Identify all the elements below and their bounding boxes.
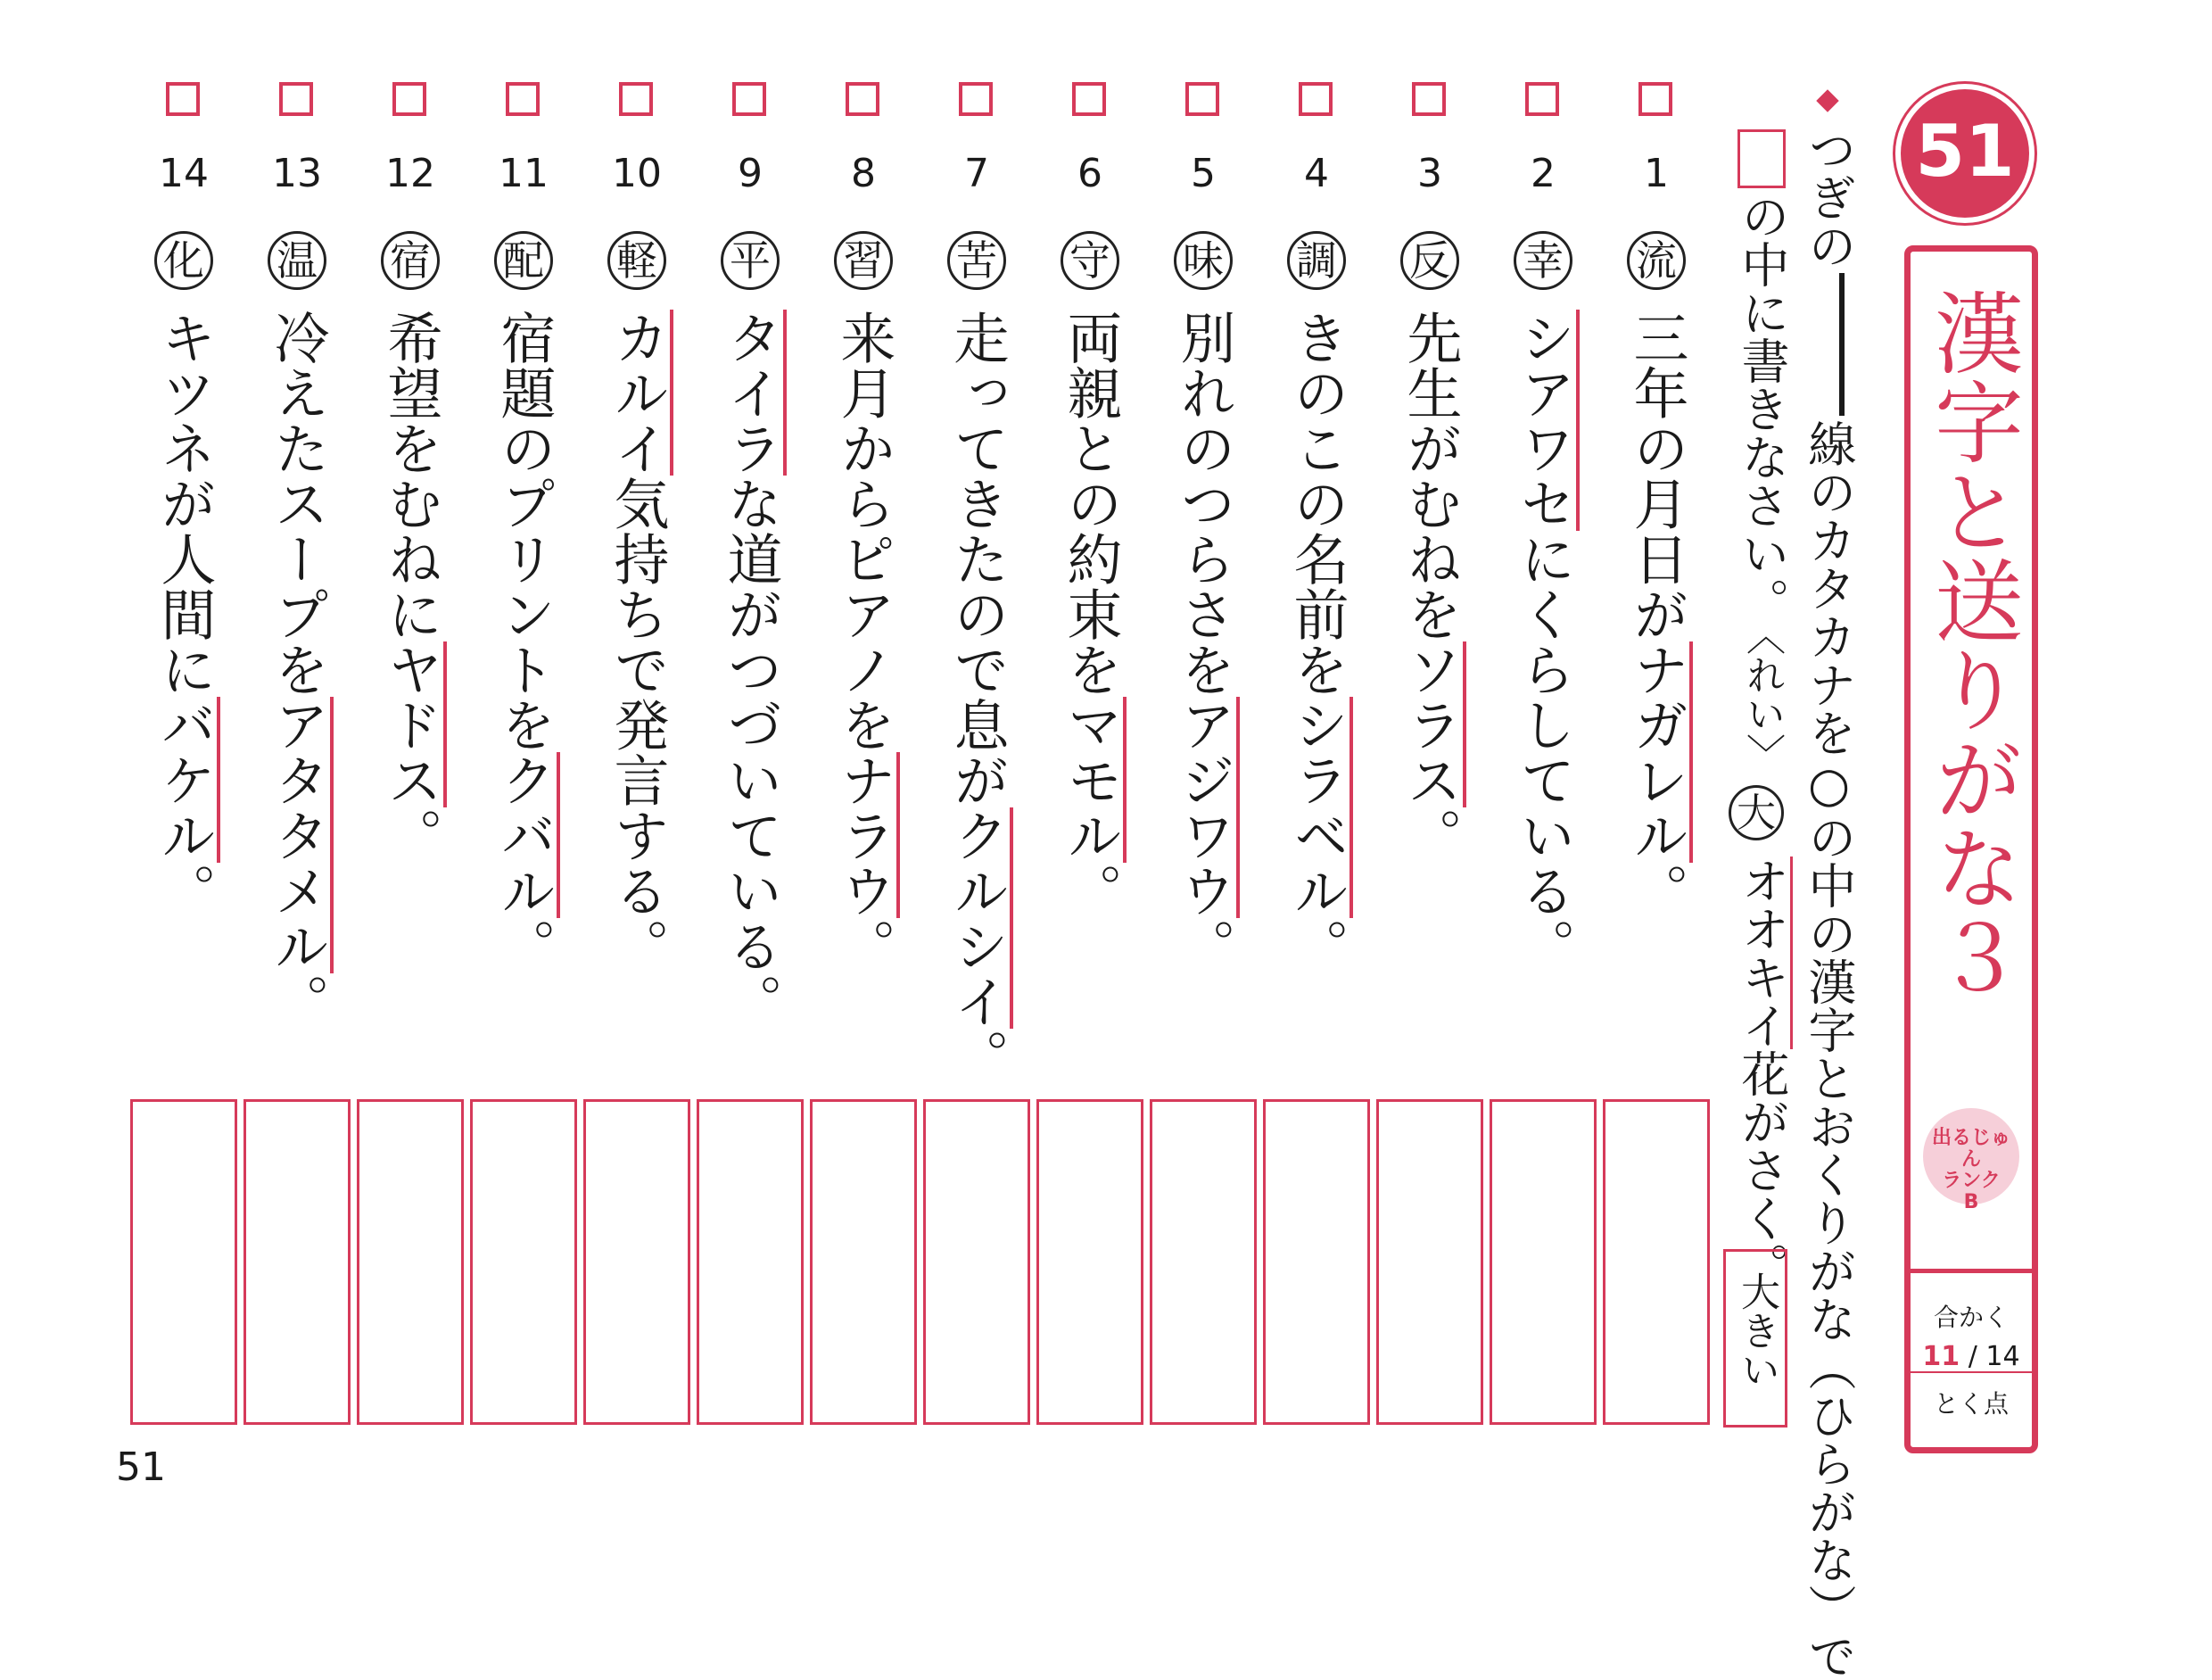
sentence-after: 。	[831, 918, 896, 973]
question-sentence	[1507, 310, 1579, 973]
circled-kanji: 調	[1287, 231, 1346, 290]
question-number: 13	[272, 151, 322, 196]
sentence-before: 別れのつらさを	[1171, 310, 1236, 697]
question-number: 6	[1077, 151, 1102, 196]
underlined-katakana: クルシイ	[945, 807, 1013, 1029]
question-number: 3	[1417, 151, 1442, 196]
example-underlined: オオキイ	[1734, 857, 1793, 1049]
circled-kanji: 配	[494, 231, 553, 290]
check-box[interactable]	[959, 82, 993, 116]
underlined-katakana: アジワウ	[1171, 697, 1240, 918]
check-box[interactable]	[1638, 82, 1672, 116]
sentence-after: 。	[265, 973, 330, 1029]
question-number: 10	[612, 151, 662, 196]
question-10	[599, 82, 674, 973]
page-title: 漢字と送りがな３	[1919, 287, 2024, 1001]
rank-line-2: ランク	[1942, 1170, 2001, 1192]
circled-kanji: 味	[1174, 231, 1233, 290]
sentence-before: 宿題のプリントを	[491, 310, 557, 752]
circled-kanji: 化	[154, 231, 213, 290]
answer-box-9[interactable]	[697, 1099, 804, 1425]
question-sentence	[1054, 310, 1126, 918]
check-box[interactable]	[1525, 82, 1559, 116]
answer-box-7[interactable]	[923, 1099, 1030, 1425]
question-number: 11	[499, 151, 549, 196]
circled-kanji: 流	[1627, 231, 1686, 290]
example-kanji: 大	[1729, 785, 1784, 840]
question-sentence	[1281, 310, 1352, 973]
title-frame	[1904, 245, 2038, 1453]
check-box[interactable]	[392, 82, 426, 116]
instruction-part1: つぎの	[1801, 125, 1857, 269]
pass-got: 11	[1922, 1341, 1960, 1372]
example-answer-box: 大きい	[1723, 1249, 1787, 1428]
pass-separator: /	[1968, 1341, 1977, 1372]
underlined-katakana: ソラス	[1398, 641, 1466, 807]
rank-line-1: 出るじゅん	[1931, 1127, 2010, 1171]
instruction-line-1	[1793, 125, 1864, 1680]
circled-kanji: 習	[834, 231, 893, 290]
question-number: 9	[738, 151, 763, 196]
answer-box-6[interactable]	[1036, 1099, 1143, 1425]
question-9	[713, 82, 788, 1029]
pass-score	[1911, 1341, 2032, 1372]
answer-box-5[interactable]	[1150, 1099, 1257, 1425]
question-number: 4	[1304, 151, 1329, 196]
question-sentence	[1168, 310, 1239, 973]
question-number: 2	[1531, 151, 1556, 196]
underlined-katakana: ヤドス	[378, 641, 447, 807]
lesson-badge	[1901, 89, 2029, 218]
sentence-after: 。	[945, 1029, 1010, 1084]
sentence-before: 来月からピアノを	[831, 310, 896, 752]
sentence-after: 。	[1624, 863, 1689, 918]
question-3	[1392, 82, 1467, 885]
instruction-part3: の中に書きなさい。	[1734, 192, 1790, 625]
circled-kanji: 守	[1061, 231, 1119, 290]
question-sentence	[714, 310, 786, 1029]
question-sentence	[375, 310, 446, 863]
check-box[interactable]	[279, 82, 313, 116]
question-number: 5	[1191, 151, 1216, 196]
underlined-katakana: クバル	[491, 752, 560, 918]
question-7	[939, 82, 1014, 1084]
question-sentence	[261, 310, 333, 1029]
underlined-katakana: カルイ	[605, 310, 673, 476]
question-number: 1	[1644, 151, 1669, 196]
sentence-before: 先生がむねを	[1398, 310, 1463, 641]
sentence-after: な道がつづいている。	[718, 476, 783, 1029]
underline-mark	[1839, 273, 1845, 416]
answer-box-3[interactable]	[1376, 1099, 1483, 1425]
page-number: 51	[116, 1444, 166, 1490]
rank-line-3: B	[1963, 1191, 1979, 1213]
check-box[interactable]	[1072, 82, 1106, 116]
question-6	[1052, 82, 1127, 918]
example-rest: 花がさく。	[1734, 1049, 1790, 1290]
question-number: 7	[964, 151, 989, 196]
question-sentence	[148, 310, 219, 918]
question-sentence	[1621, 310, 1692, 918]
question-number: 8	[851, 151, 876, 196]
sentence-before: きのこの名前を	[1284, 310, 1349, 697]
pass-total: 14	[1985, 1341, 2020, 1372]
underlined-katakana: ナガレル	[1624, 641, 1693, 863]
rank-badge	[1923, 1108, 2019, 1213]
sentence-after: 。	[491, 918, 557, 973]
sentence-after: にくらしている。	[1511, 531, 1576, 973]
score-area	[1911, 1269, 2032, 1452]
answer-box-2[interactable]	[1490, 1099, 1597, 1425]
answer-box-4[interactable]	[1263, 1099, 1370, 1425]
answer-box-14[interactable]	[130, 1099, 237, 1425]
underlined-katakana: タイラ	[718, 310, 787, 476]
question-14	[146, 82, 221, 918]
sentence-before: キツネが人間に	[152, 310, 217, 697]
sentence-before: 冷えたスープを	[265, 310, 330, 697]
sentence-after: 。	[152, 863, 217, 918]
question-2	[1506, 82, 1581, 973]
sentence-before: 走ってきたので息が	[945, 310, 1010, 807]
pass-label: 合かく	[1933, 1303, 2009, 1332]
question-sentence	[1394, 310, 1465, 863]
sentence-after: 。	[378, 807, 443, 863]
lesson-number: 51	[1915, 110, 2015, 193]
diamond-bullet-icon	[1816, 89, 1838, 112]
circled-kanji: 温	[268, 231, 326, 290]
sentence-after: 。	[1284, 918, 1349, 973]
circled-kanji: 苦	[947, 231, 1006, 290]
check-box[interactable]	[619, 82, 653, 116]
sentence-before: 両親との約束を	[1058, 310, 1123, 697]
instruction-line-2	[1726, 129, 1797, 625]
underlined-katakana: シラベル	[1284, 697, 1353, 918]
question-sentence	[828, 310, 899, 973]
question-11	[486, 82, 561, 973]
question-4	[1279, 82, 1354, 973]
check-box[interactable]	[1299, 82, 1333, 116]
score-divider	[1911, 1371, 2032, 1373]
answer-box-8[interactable]	[810, 1099, 917, 1425]
underlined-katakana: ナラウ	[831, 752, 900, 918]
title-panel	[1886, 89, 2047, 1441]
circled-kanji: 宿	[381, 231, 440, 290]
answer-box-mark	[1737, 129, 1786, 188]
check-box[interactable]	[732, 82, 766, 116]
question-sentence	[601, 310, 673, 973]
question-sentence	[941, 310, 1012, 1084]
score-label: とく点	[1933, 1389, 2009, 1419]
answer-box-13[interactable]	[243, 1099, 351, 1425]
underlined-katakana: シアワセ	[1511, 310, 1580, 531]
check-box[interactable]	[506, 82, 540, 116]
check-box[interactable]	[846, 82, 879, 116]
question-5	[1166, 82, 1241, 973]
circled-kanji: 反	[1400, 231, 1459, 290]
question-1	[1619, 82, 1694, 918]
check-box[interactable]	[166, 82, 200, 116]
sentence-after: 。	[1058, 863, 1123, 918]
example-sentence	[1730, 857, 1793, 1290]
circled-kanji: 平	[721, 231, 780, 290]
answer-box-11[interactable]	[470, 1099, 577, 1425]
instruction-part2: 線のカタカナを○の中の漢字とおくりがな（ひらがな）で	[1801, 419, 1857, 1680]
underlined-katakana: アタタメル	[265, 697, 334, 973]
check-box[interactable]	[1412, 82, 1446, 116]
answer-box-10[interactable]	[583, 1099, 690, 1425]
circled-kanji: 幸	[1514, 231, 1572, 290]
sentence-after: 。	[1171, 918, 1236, 973]
circled-kanji: 軽	[607, 231, 666, 290]
sentence-after: 気持ちで発言する。	[605, 476, 670, 973]
question-number: 12	[385, 151, 435, 196]
underlined-katakana: マモル	[1058, 697, 1127, 863]
question-sentence	[488, 310, 559, 973]
check-box[interactable]	[1185, 82, 1219, 116]
answer-box-12[interactable]	[357, 1099, 464, 1425]
question-13	[260, 82, 334, 1029]
question-8	[826, 82, 901, 973]
underlined-katakana: バケル	[152, 697, 220, 863]
question-number: 14	[159, 151, 209, 196]
sentence-before: 希望をむねに	[378, 310, 443, 641]
example-label: 〈れい〉	[1739, 616, 1785, 773]
sentence-before: 三年の月日が	[1624, 310, 1689, 641]
answer-box-1[interactable]	[1603, 1099, 1710, 1425]
question-12	[373, 82, 448, 885]
sentence-after: 。	[1398, 807, 1463, 863]
